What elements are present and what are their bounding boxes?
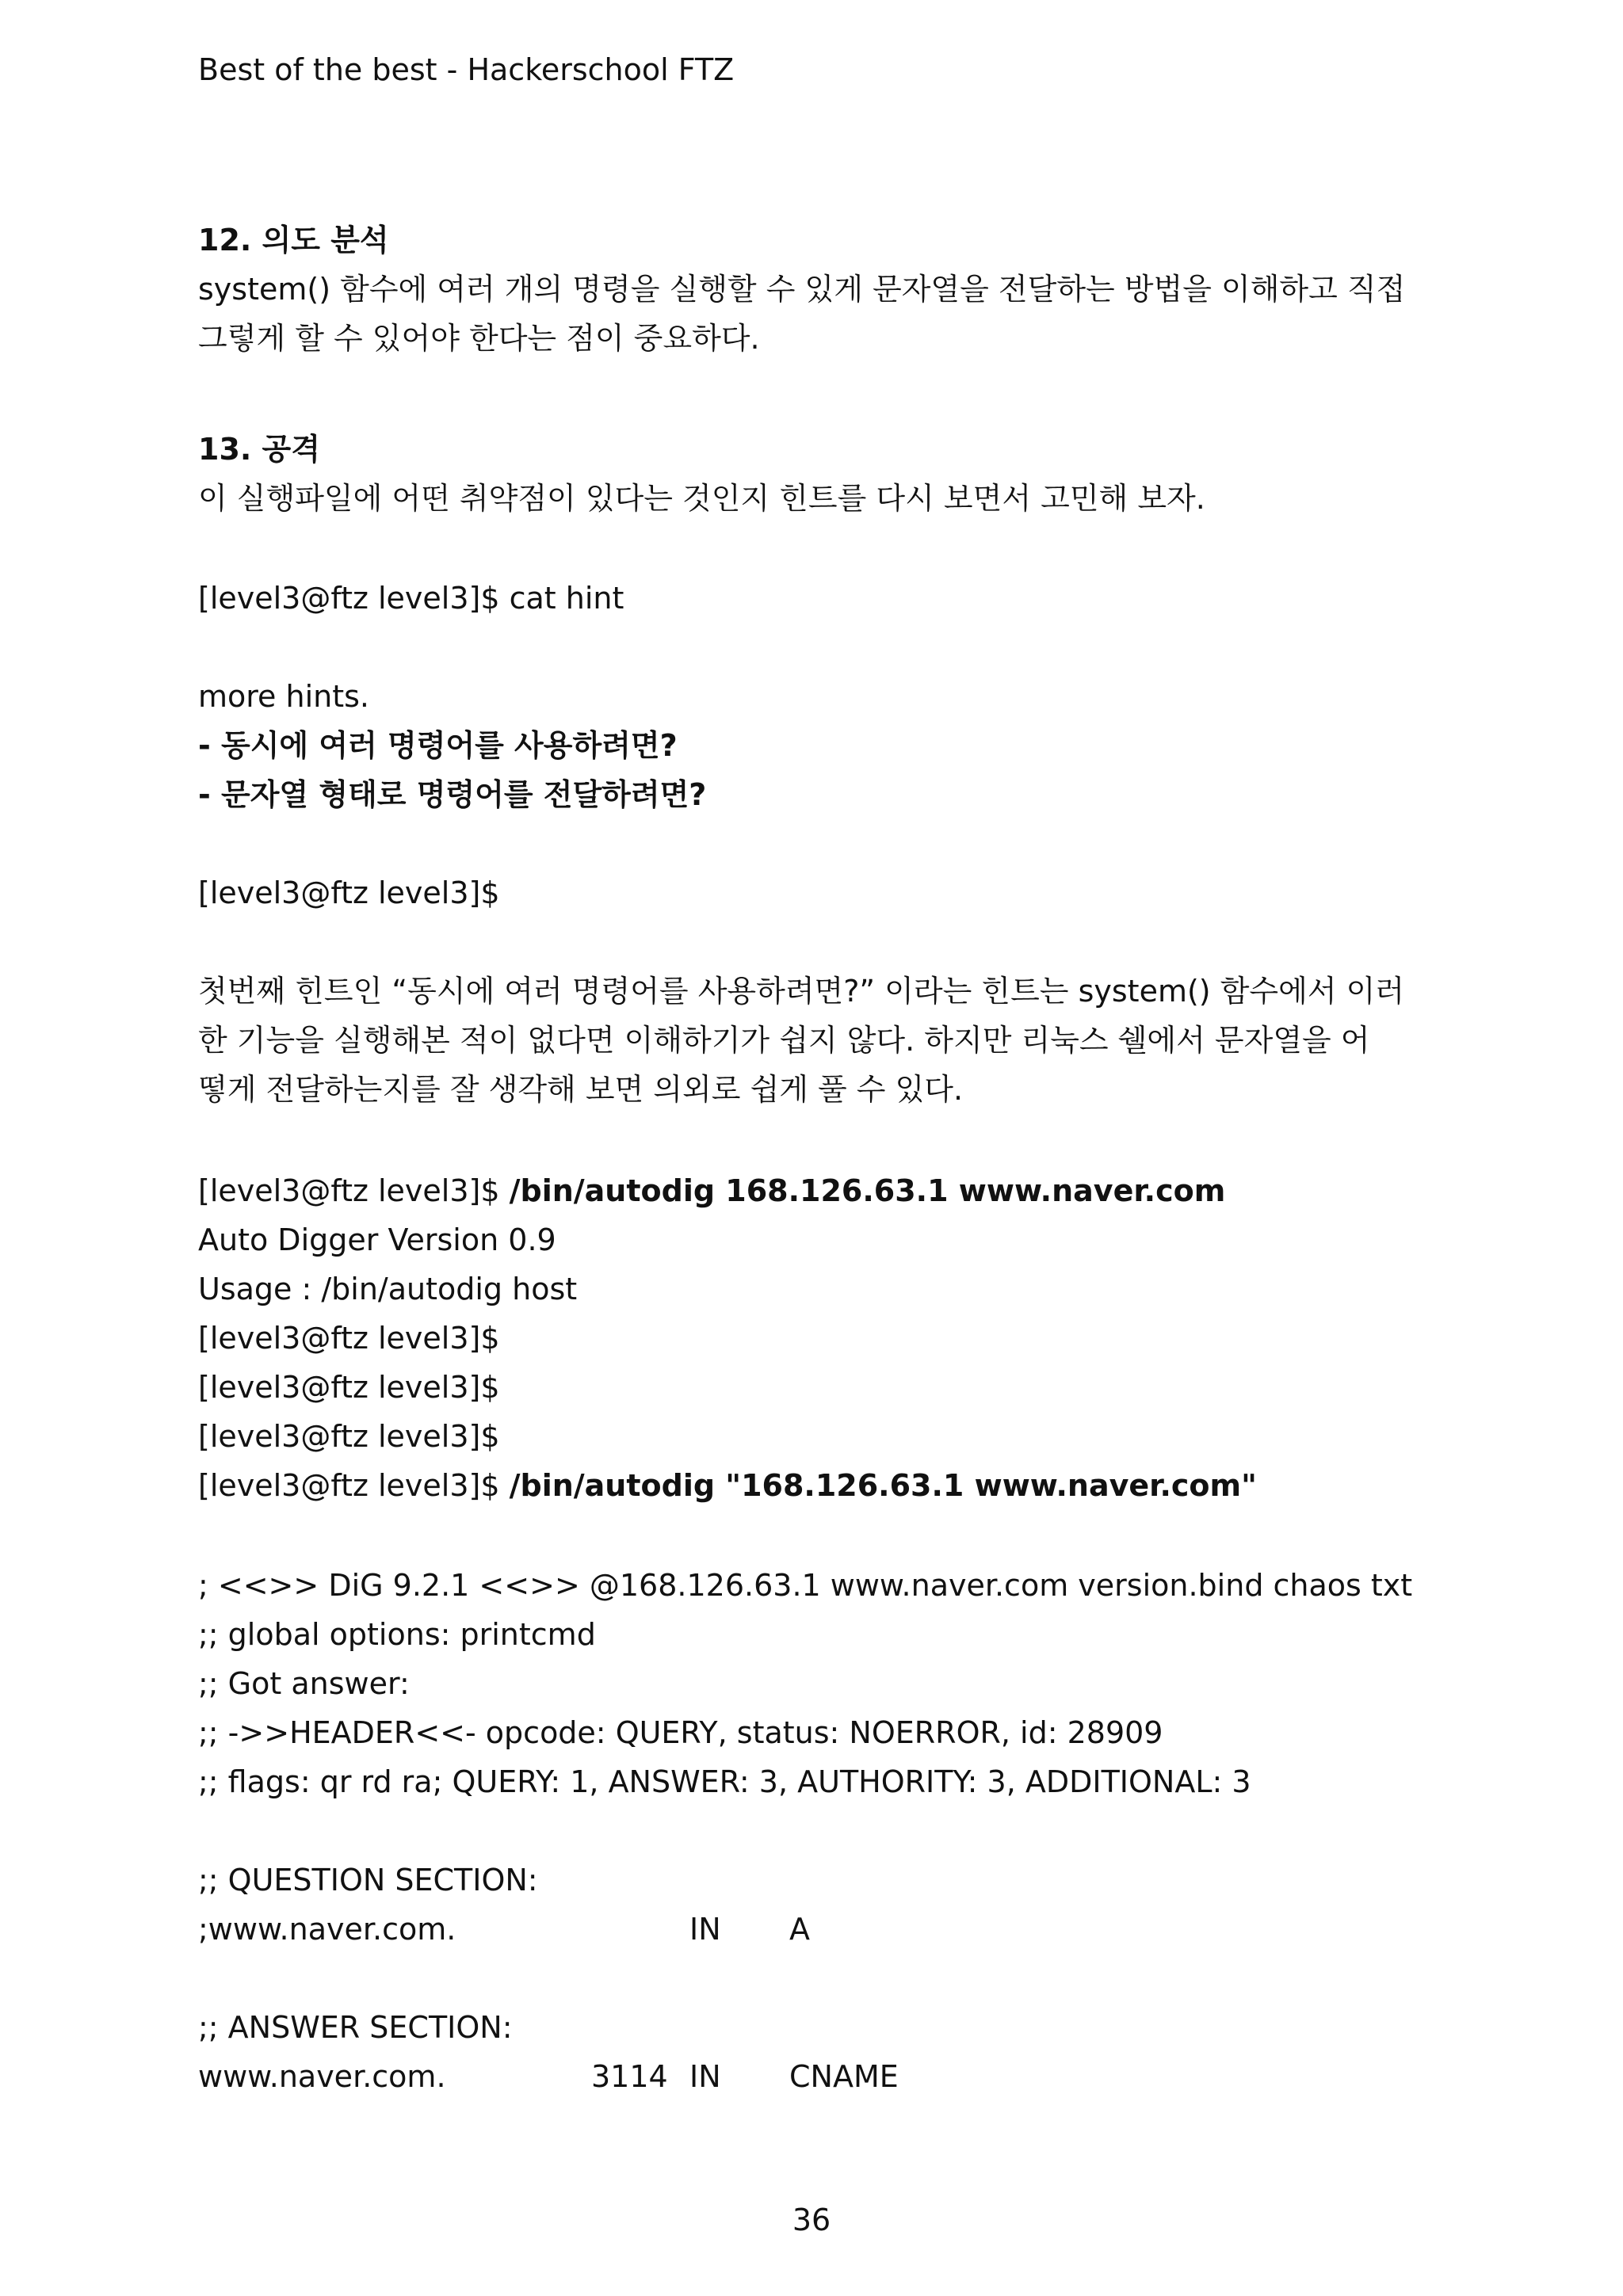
explain-line-3: 떻게 전달하는지를 잘 생각해 보면 의외로 쉽게 풀 수 있다. bbox=[198, 1072, 964, 1107]
cat-hint-command bbox=[198, 574, 1434, 623]
prompt-a: [level3@ftz level3]$ bbox=[198, 1321, 500, 1356]
answer-name: www.naver.com. bbox=[198, 2059, 446, 2094]
dig-line-3: ;; Got answer: bbox=[198, 1666, 410, 1701]
output-usage: Usage : /bin/autodig host bbox=[198, 1272, 578, 1306]
dig-line-5: ;; flags: qr rd ra; QUERY: 1, ANSWER: 3, AUTHORITY: 3, ADDITIONAL: 3 bbox=[198, 1764, 1251, 1799]
section-12 bbox=[198, 215, 1434, 363]
section-12-line-1: system() 함수에 여러 개의 명령을 실행할 수 있게 문자열을 전달하는 방법을 이해하고 직접 bbox=[198, 272, 1406, 307]
shell-prompt: [level3@ftz level3]$ bbox=[198, 875, 500, 910]
run-2-command: /bin/autodig "168.126.63.1 www.naver.com" bbox=[509, 1468, 1257, 1503]
section-12-line-2: 그렇게 할 수 있어야 한다는 점이 중요하다. bbox=[198, 321, 760, 356]
question-header: ;; QUESTION SECTION: bbox=[198, 1863, 538, 1897]
answer-type: CNAME bbox=[789, 2059, 899, 2094]
more-hints-line: more hints. bbox=[198, 679, 370, 714]
question-row bbox=[198, 1905, 1434, 1954]
page-number: 36 bbox=[792, 2203, 831, 2237]
section-13-intro: 이 실행파일에 어떤 취약점이 있다는 것인지 힌트를 다시 보면서 고민해 보자. bbox=[198, 481, 1205, 516]
hint-2: - 문자열 형태로 명령어를 전달하려면? bbox=[198, 777, 707, 812]
section-13 bbox=[198, 425, 1434, 523]
answer-class: IN bbox=[689, 2059, 721, 2094]
hint-output bbox=[198, 672, 1434, 819]
empty-prompt-block bbox=[198, 868, 1434, 917]
terminal-session bbox=[198, 1166, 1434, 1510]
running-header: Best of the best - Hackerschool FTZ bbox=[198, 52, 735, 87]
question-section bbox=[198, 1855, 1434, 1954]
run-2-prompt: [level3@ftz level3]$ bbox=[198, 1468, 510, 1503]
section-13-heading: 13. 공격 bbox=[198, 432, 320, 467]
run-1-line bbox=[198, 1166, 1434, 1215]
dig-line-4: ;; ->>HEADER<<- opcode: QUERY, status: NOERROR, id: 28909 bbox=[198, 1715, 1163, 1750]
question-class: IN bbox=[689, 1912, 721, 1947]
prompt-b: [level3@ftz level3]$ bbox=[198, 1370, 500, 1405]
run-1-command: /bin/autodig 168.126.63.1 www.naver.com bbox=[509, 1173, 1226, 1208]
run-1-prompt: [level3@ftz level3]$ bbox=[198, 1173, 510, 1208]
dig-line-1: ; <<>> DiG 9.2.1 <<>> @168.126.63.1 www.naver.com version.bind chaos txt bbox=[198, 1568, 1413, 1603]
hint-1: - 동시에 여러 명령어를 사용하려면? bbox=[198, 728, 678, 763]
explanation-paragraph bbox=[198, 967, 1434, 1114]
dig-line-2: ;; global options: printcmd bbox=[198, 1617, 596, 1652]
answer-header: ;; ANSWER SECTION: bbox=[198, 2010, 513, 2045]
section-12-heading: 12. 의도 분석 bbox=[198, 223, 389, 257]
explain-line-2: 한 기능을 실행해본 적이 없다면 이해하기가 쉽지 않다. 하지만 리눅스 쉘에서 문자열을 어 bbox=[198, 1023, 1370, 1058]
cat-hint-line: [level3@ftz level3]$ cat hint bbox=[198, 581, 624, 616]
answer-ttl: 3114 bbox=[591, 2059, 668, 2094]
explain-line-1: 첫번째 힌트인 “동시에 여러 명령어를 사용하려면?” 이라는 힌트는 system() 함수에서 이러 bbox=[198, 974, 1405, 1009]
output-version: Auto Digger Version 0.9 bbox=[198, 1222, 556, 1257]
answer-row bbox=[198, 2052, 1434, 2101]
question-type: A bbox=[789, 1912, 810, 1947]
prompt-c: [level3@ftz level3]$ bbox=[198, 1419, 500, 1454]
answer-section bbox=[198, 2003, 1434, 2101]
run-2-line bbox=[198, 1461, 1434, 1510]
dig-output bbox=[198, 1561, 1434, 1806]
question-name: ;www.naver.com. bbox=[198, 1912, 456, 1947]
